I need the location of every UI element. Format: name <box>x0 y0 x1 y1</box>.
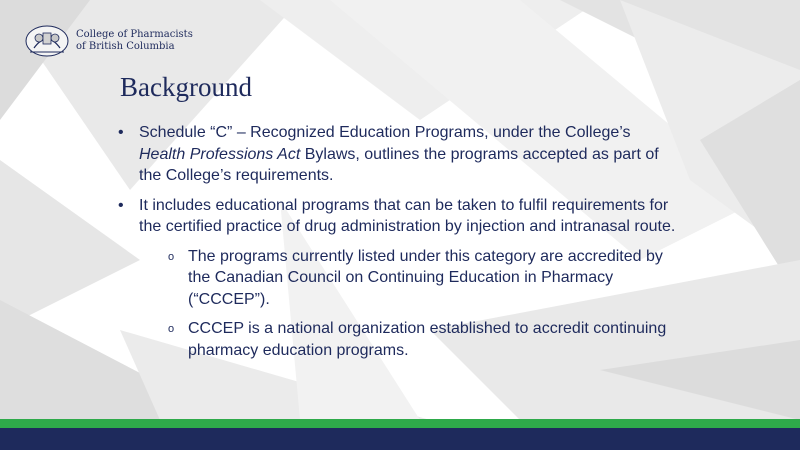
bullet-text: It includes educational programs that can be taken to fulfil requirements for the certified practice of drug administration by injection and intranasal route. <box>139 196 676 235</box>
logo-line-1: College of Pharmacists <box>76 29 193 40</box>
logo-text <box>76 29 193 53</box>
bullet-marker: • <box>118 196 124 214</box>
sub-bullet-item <box>168 246 678 311</box>
sub-bullet-text: CCCEP is a national organization established to accredit continuing pharmacy education programs. <box>188 320 667 359</box>
sub-bullet-text: The programs currently listed under this category are accredited by the Canadian Council on Continuing Education in Pharmacy (“CCCEP”). <box>188 247 663 308</box>
bullet-item <box>118 122 678 187</box>
slide-content <box>118 122 678 369</box>
bullet-text-part: Bylaws, outlines the programs accepted as part of the College’s requirements. <box>139 145 659 184</box>
sub-bullet-item <box>168 318 678 361</box>
bullet-item <box>118 195 678 238</box>
college-crest-icon <box>24 24 70 58</box>
slide-title: Background <box>120 72 252 102</box>
footer-navy-bar <box>0 428 800 450</box>
bullet-text-part: Schedule “C” – Recognized Education Programs, under the College’s <box>139 124 631 141</box>
college-logo <box>24 24 193 58</box>
bullet-marker: • <box>118 124 124 141</box>
logo-line-2: of British Columbia <box>76 41 175 52</box>
sub-bullet-marker: o <box>168 323 175 335</box>
sub-bullet-marker: o <box>168 250 175 263</box>
footer-green-stripe <box>0 419 800 428</box>
bullet-italic-act: Health Professions Act <box>139 145 301 163</box>
